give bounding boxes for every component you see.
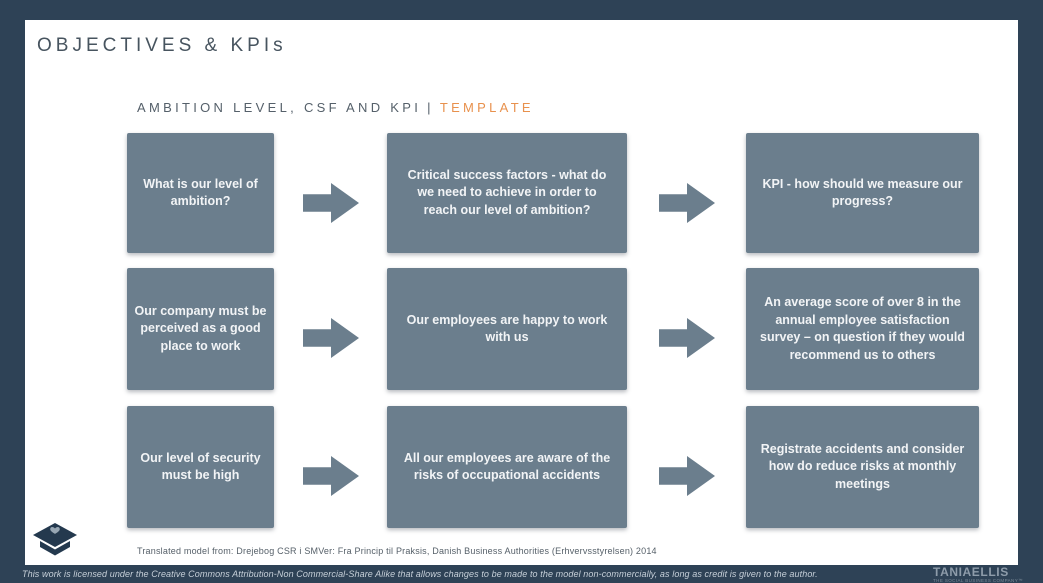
- box-ambition-security: Our level of security must be high: [127, 406, 274, 528]
- arrow-right-icon: [303, 456, 359, 496]
- brand-name: TANIAELLIS: [933, 565, 1009, 579]
- heart-graduation-cap-icon: [31, 520, 79, 564]
- brand-tagline: THE SOCIAL BUSINESS COMPANY™: [933, 578, 1023, 583]
- slide-content-area: [25, 20, 1018, 565]
- subtitle-highlight: TEMPLATE: [439, 100, 534, 115]
- arrow-right-icon: [659, 318, 715, 358]
- box-kpi-question: KPI - how should we measure our progress?: [746, 133, 979, 253]
- box-csf-happy-employees: Our employees are happy to work with us: [387, 268, 627, 390]
- source-note: Translated model from: Drejebog CSR i SMVer: Fra Princip til Praksis, Danish Business Authorities (Erhvervsstyrelsen) 2014: [137, 546, 657, 556]
- taniaellis-logo: [933, 566, 1023, 583]
- box-kpi-satisfaction-score: An average score of over 8 in the annual employee satisfaction survey – on question if they would recommend us to others: [746, 268, 979, 390]
- box-ambition-question: What is our level of ambition?: [127, 133, 274, 253]
- box-kpi-accident-registration: Registrate accidents and consider how do reduce risks at monthly meetings: [746, 406, 979, 528]
- arrow-right-icon: [303, 183, 359, 223]
- page-title: OBJECTIVES & KPIs: [37, 35, 287, 56]
- arrow-right-icon: [303, 318, 359, 358]
- slide-subtitle: [137, 100, 534, 115]
- subtitle-main: AMBITION LEVEL, CSF AND KPI: [137, 100, 422, 115]
- box-ambition-workplace: Our company must be perceived as a good place to work: [127, 268, 274, 390]
- license-text: This work is licensed under the Creative Commons Attribution-Non Commercial-Share Alike that allows changes to be made to the model non-commercially, as long as credit is given to the author.: [22, 569, 818, 579]
- box-csf-risk-awareness: All our employees are aware of the risks of occupational accidents: [387, 406, 627, 528]
- subtitle-separator: |: [427, 100, 434, 115]
- arrow-right-icon: [659, 456, 715, 496]
- box-csf-question: Critical success factors - what do we need to achieve in order to reach our level of ambition?: [387, 133, 627, 253]
- arrow-right-icon: [659, 183, 715, 223]
- footer-bar: [0, 565, 1043, 583]
